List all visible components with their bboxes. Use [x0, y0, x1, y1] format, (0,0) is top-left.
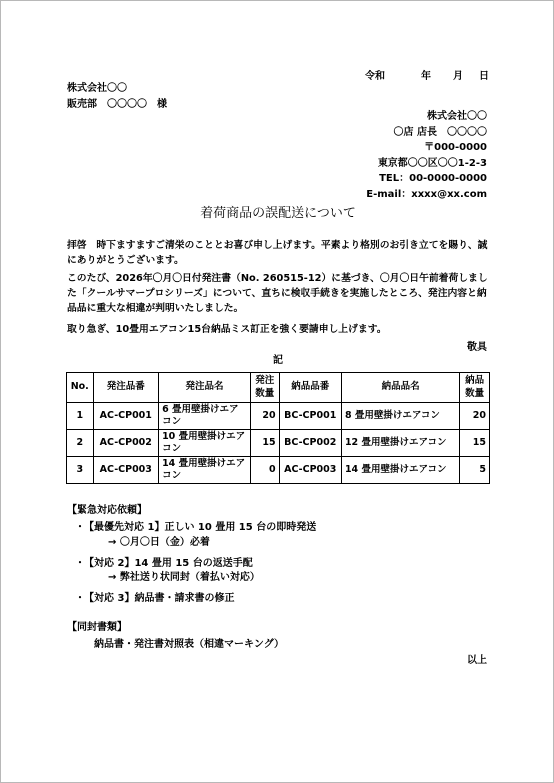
- urgent-item-3-text: 【対応 3】納品書・請求書の修正: [89, 593, 235, 604]
- header-no: No.: [67, 373, 94, 403]
- sender-position: 〇店 店長 〇〇〇〇: [393, 126, 487, 138]
- greeting-paragraph: 拝啓 時下ますますご清栄のこととお喜び申し上げます。平素より格別のお引き立てを賜り、誠にありがとうございます。: [67, 240, 488, 266]
- cell-order-code: AC-CP001: [93, 403, 159, 430]
- sender-email: E-mail：xxxx@xx.com: [366, 188, 487, 200]
- document-title: 着荷商品の誤配送について: [200, 206, 356, 221]
- cell-delivery-qty: 15: [460, 430, 490, 457]
- sender-address: 東京都〇〇区〇〇1-2-3: [377, 157, 487, 169]
- header-order-name: 発注品名: [159, 373, 251, 403]
- order-comparison-table: [66, 372, 490, 484]
- closing-keigu: 敬具: [467, 342, 487, 353]
- date-era: 令和: [365, 71, 385, 82]
- cell-delivery-name: 8 畳用壁掛けエアコン: [341, 403, 459, 430]
- cell-delivery-name: 14 畳用壁掛けエアコン: [341, 457, 459, 484]
- cell-order-name: 14 畳用壁掛けエアコン: [159, 457, 251, 484]
- date-line: [365, 67, 489, 82]
- cell-delivery-qty: 20: [460, 403, 490, 430]
- urgent-item-1-text: 【最優先対応 1】正しい 10 畳用 15 台の即時発送: [89, 522, 317, 533]
- sender-tel: TEL：00-0000-0000: [379, 173, 487, 184]
- recipient-block: [67, 81, 167, 113]
- enclosure-heading: 【同封書類】: [67, 622, 127, 633]
- recipient-person: 販売部 〇〇〇〇 様: [67, 99, 167, 110]
- cell-delivery-code: BC-CP001: [279, 403, 341, 430]
- cell-no: 2: [67, 430, 94, 457]
- urgent-item-2-sub: → 弊社送り状同封（着払い対応）: [108, 572, 260, 583]
- bullet-dot: ・: [75, 593, 85, 604]
- urgent-heading: 【緊急対応依頼】: [67, 505, 147, 516]
- urgent-item-2: [75, 557, 253, 571]
- cell-order-name: 6 畳用壁掛けエアコン: [159, 403, 251, 430]
- cell-delivery-qty: 5: [460, 457, 490, 484]
- sender-company: 株式会社〇〇: [427, 111, 487, 122]
- table-row: [67, 457, 490, 484]
- header-delivery-name: 納品品名: [341, 373, 459, 403]
- date-month: 月: [453, 71, 463, 82]
- cell-order-qty: 15: [251, 430, 280, 457]
- sender-postal: 〒000-0000: [424, 142, 487, 153]
- bullet-dot: ・: [75, 558, 85, 569]
- request-paragraph: 取り急ぎ、10畳用エアコン15台納品ミス訂正を強く要請申し上げます。: [67, 324, 387, 335]
- cell-order-qty: 0: [251, 457, 280, 484]
- table-header-row: [67, 373, 490, 403]
- cell-order-code: AC-CP002: [93, 430, 159, 457]
- header-order-qty: 発注 数量: [251, 373, 280, 403]
- urgent-item-1: [75, 521, 316, 535]
- cell-delivery-code: AC-CP003: [279, 457, 341, 484]
- ki-marker: 記: [273, 355, 283, 366]
- recipient-company: 株式会社〇〇: [67, 83, 127, 94]
- cell-no: 1: [67, 403, 94, 430]
- cell-delivery-code: BC-CP002: [279, 430, 341, 457]
- header-order-code: 発注品番: [93, 373, 159, 403]
- table-row: [67, 403, 490, 430]
- cell-order-qty: 20: [251, 403, 280, 430]
- table-row: [67, 430, 490, 457]
- header-delivery-qty: 納品 数量: [460, 373, 490, 403]
- header-delivery-code: 納品品番: [279, 373, 341, 403]
- cell-no: 3: [67, 457, 94, 484]
- sender-block: [366, 109, 487, 202]
- urgent-item-3: [75, 592, 234, 606]
- date-day: 日: [479, 71, 489, 82]
- cell-order-code: AC-CP003: [93, 457, 159, 484]
- ijou-closing: 以上: [467, 655, 487, 666]
- enclosure-item: 納品書・発注書対照表（相違マーキング）: [94, 639, 284, 650]
- date-year: 年: [421, 71, 431, 82]
- urgent-item-2-text: 【対応 2】14 畳用 15 台の返送手配: [89, 558, 253, 569]
- urgent-item-1-sub: → 〇月〇日（金）必着: [108, 537, 210, 548]
- cell-delivery-name: 12 畳用壁掛けエアコン: [341, 430, 459, 457]
- issue-paragraph: このたび、2026年〇月〇日付発注書（No. 260515-12）に基づき、〇月〇日午前着荷しました「クールサマープロシリーズ」について、直ちに検収手続きを実施したところ、発注内容と納品品に重大な相違が判明いたしました。: [67, 273, 488, 314]
- bullet-dot: ・: [75, 522, 85, 533]
- cell-order-name: 10 畳用壁掛けエアコン: [159, 430, 251, 457]
